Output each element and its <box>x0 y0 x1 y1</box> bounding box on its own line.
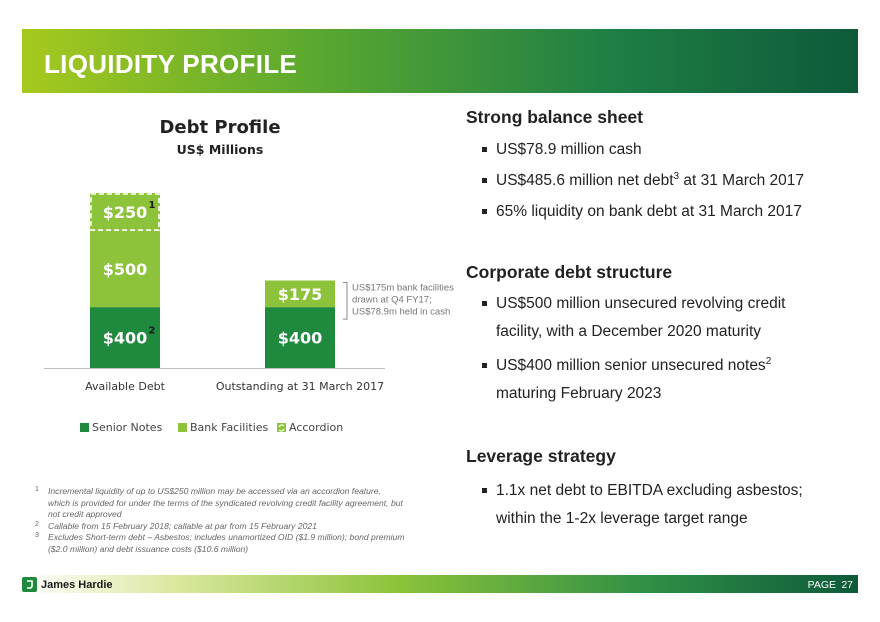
footnote-mark: 1 <box>35 486 39 493</box>
title-banner <box>22 29 858 93</box>
section-title-corporate: Corporate debt structure <box>466 262 673 282</box>
james-hardie-logo-icon <box>22 577 37 592</box>
footnote-2 <box>35 521 405 533</box>
legend-label: Senior Notes <box>92 421 163 434</box>
bullet-text-main: US$400 million senior unsecured notes <box>496 357 766 374</box>
legend-swatch <box>178 423 187 432</box>
bullet-continuation: facility, with a December 2020 maturity <box>496 323 762 340</box>
bullet-square-icon <box>482 147 487 152</box>
footer-bar <box>22 575 858 593</box>
bullet-text-pre: US$485.6 million net debt <box>496 172 674 189</box>
bullet-square-icon <box>482 178 487 183</box>
page-number: 27 <box>841 579 853 591</box>
footnote-1 <box>35 486 405 521</box>
footnote-mark: 2 <box>35 520 39 528</box>
superscript-3: 3 <box>673 170 680 182</box>
bullet-text: 1.1x net debt to EBITDA excluding asbestos; <box>496 482 803 499</box>
annotation-line: US$78.9m held in cash <box>352 306 451 318</box>
footnotes <box>35 486 405 555</box>
page-title: LIQUIDITY PROFILE <box>44 49 298 79</box>
footnote-mark: 3 <box>35 532 39 539</box>
bullet-square-icon <box>482 488 487 493</box>
legend-label: Bank Facilities <box>190 421 269 434</box>
legend-swatch <box>80 423 89 432</box>
logo-text: James Hardie <box>41 578 113 591</box>
debt-profile-chart <box>40 180 460 450</box>
bullet-text-post: at 31 March 2017 <box>679 172 805 189</box>
footnote-3 <box>35 532 405 555</box>
data-label: $175 <box>277 284 323 304</box>
page-label: PAGE <box>807 579 836 591</box>
bullet-text <box>496 172 804 190</box>
label-superscript: 1 <box>148 200 156 212</box>
data-label: $400 <box>277 328 323 348</box>
category-label: Outstanding at 31 March 2017 <box>215 380 385 393</box>
company-logo <box>22 577 113 592</box>
bullet-continuation: within the 1-2x leverage target range <box>496 510 748 527</box>
chart-title: Debt Profile <box>159 117 281 138</box>
data-label: $500 <box>102 260 148 280</box>
footnote-text: Incremental liquidity of up to US$250 million may be accessed via an accordion feature, which is provided for under the terms of the syndicated revolving credit facility agreement, but not credit approved <box>48 486 403 519</box>
bullet-square-icon <box>482 209 487 214</box>
data-label: $250 <box>102 203 148 223</box>
annotation-bracket <box>343 283 347 320</box>
bullet-continuation: maturing February 2023 <box>496 385 662 402</box>
category-label: Available Debt <box>85 380 165 393</box>
label-superscript: 2 <box>148 325 156 337</box>
chart-subtitle: US$ Millions <box>176 142 264 157</box>
annotation-line: drawn at Q4 FY17; <box>352 294 432 306</box>
footnote-text: Callable from 15 February 2018; callable at par from 15 February 2021 <box>48 520 317 531</box>
bullet-text: US$500 million unsecured revolving credit <box>496 295 786 312</box>
bullet-text: 65% liquidity on bank debt at 31 March 2017 <box>496 203 802 220</box>
data-label: $400 <box>102 328 148 348</box>
footnote-text: Excludes Short-term debt – Asbestos; includes unamortized OID ($1.9 million); bond premium ($2.0 million) and debt issuance costs ($10.6 million) <box>48 532 405 554</box>
section-title-leverage: Leverage strategy <box>466 446 616 466</box>
annotation-line: US$175m bank facilities <box>352 282 454 294</box>
bullet-square-icon <box>482 301 487 306</box>
bullet-square-icon <box>482 363 487 368</box>
bullet-text <box>496 357 771 375</box>
bullet-text: US$78.9 million cash <box>496 141 642 158</box>
section-title-balance: Strong balance sheet <box>466 107 643 127</box>
superscript-2: 2 <box>765 355 772 367</box>
legend-label: Accordion <box>289 421 344 434</box>
